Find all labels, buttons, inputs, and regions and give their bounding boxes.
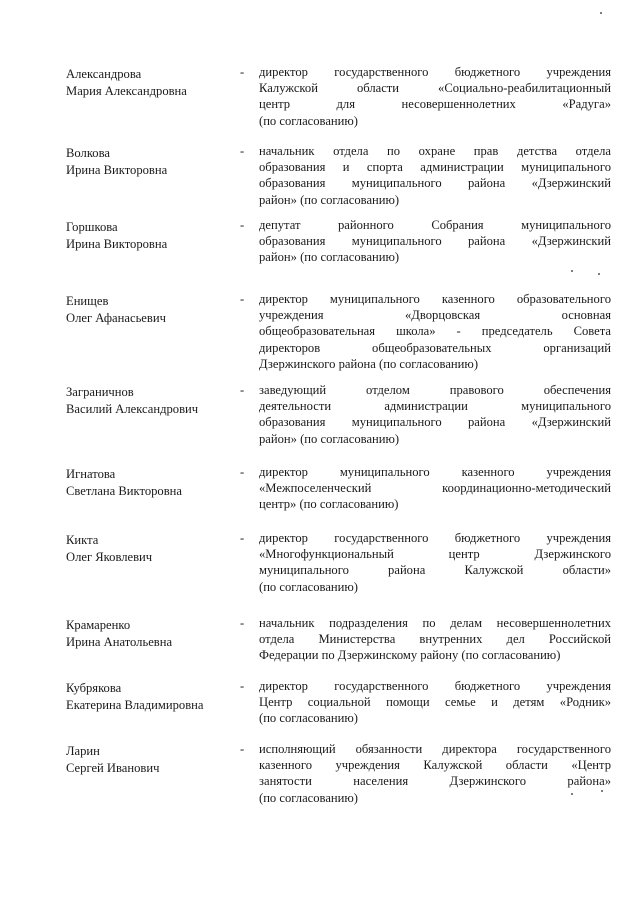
member-position <box>259 64 611 129</box>
position-line: депутат районного Собрания муниципального <box>259 218 611 232</box>
member-position <box>259 143 611 208</box>
member-position <box>259 382 611 447</box>
position-line: Федерации по Дзержинскому району (по согласованию) <box>259 648 561 663</box>
scan-speck <box>571 270 573 272</box>
separator-dash: - <box>240 465 245 479</box>
member-given-names: Василий Александрович <box>66 402 199 416</box>
separator-dash: - <box>240 292 245 306</box>
position-line: начальник подразделения по делам несовершеннолетних <box>259 616 611 630</box>
member-given-names: Сергей Иванович <box>66 761 160 775</box>
member-name <box>66 145 236 179</box>
position-line: заведующий отделом правового обеспечения <box>259 383 611 397</box>
scan-speck <box>571 793 573 795</box>
position-line: директоров общеобразовательных организаций <box>259 340 611 355</box>
position-line: начальник отдела по охране прав детства отдела <box>259 144 611 158</box>
separator-dash: - <box>240 679 245 693</box>
member-surname: Александрова <box>66 67 142 81</box>
position-line: директор государственного бюджетного учреждения <box>259 531 611 545</box>
member-position <box>259 741 611 806</box>
member-name <box>66 617 236 651</box>
position-line: общеобразовательная школа» - председатель Совета <box>259 324 611 339</box>
member-given-names: Светлана Викторовна <box>66 484 182 498</box>
scan-speck <box>598 273 600 275</box>
position-line: отдела Министерства внутренних дел Российской <box>259 632 611 647</box>
position-line: центр для несовершеннолетних «Радуга» <box>259 97 611 112</box>
member-name <box>66 743 236 777</box>
member-position <box>259 217 611 266</box>
position-line: район» (по согласованию) <box>259 192 400 207</box>
member-surname: Игнатова <box>66 467 116 481</box>
member-surname: Ларин <box>66 744 100 758</box>
member-name <box>66 384 236 418</box>
position-line: «Межпоселенческий координационно-методический <box>259 481 611 496</box>
member-given-names: Екатерина Владимировна <box>66 698 204 712</box>
position-line: (по согласованию) <box>259 711 359 726</box>
member-given-names: Олег Афанасьевич <box>66 311 166 325</box>
position-line: директор государственного бюджетного учреждения <box>259 65 611 79</box>
position-line: (по согласованию) <box>259 113 359 128</box>
member-surname: Кикта <box>66 533 99 547</box>
position-line: муниципального района Калужской области» <box>259 563 611 578</box>
member-given-names: Олег Яковлевич <box>66 550 153 564</box>
member-position <box>259 530 611 595</box>
member-given-names: Ирина Викторовна <box>66 237 168 251</box>
member-surname: Кубрякова <box>66 681 122 695</box>
member-position <box>259 678 611 727</box>
position-line: (по согласованию) <box>259 579 359 594</box>
member-position <box>259 615 611 664</box>
separator-dash: - <box>240 144 245 158</box>
position-line: образования муниципального района «Дзержинский <box>259 234 611 249</box>
member-given-names: Ирина Анатольевна <box>66 635 173 649</box>
position-line: директор государственного бюджетного учреждения <box>259 679 611 693</box>
member-surname: Крамаренко <box>66 618 131 632</box>
position-line: директор муниципального казенного образовательного <box>259 292 611 306</box>
position-line: образования муниципального района «Дзержинский <box>259 415 611 430</box>
member-name <box>66 66 236 100</box>
member-name <box>66 466 236 500</box>
member-given-names: Мария Александровна <box>66 84 187 98</box>
position-line: занятости населения Дзержинского района» <box>259 774 611 789</box>
position-line: Дзержинского района (по согласованию) <box>259 356 479 371</box>
separator-dash: - <box>240 65 245 79</box>
scan-speck <box>600 12 602 14</box>
member-name <box>66 293 236 327</box>
position-line: деятельности администрации муниципального <box>259 399 611 414</box>
member-position <box>259 291 611 372</box>
member-surname: Енищев <box>66 294 109 308</box>
position-line: «Многофункциональный центр Дзержинского <box>259 547 611 562</box>
scan-speck <box>601 790 603 792</box>
member-name <box>66 532 236 566</box>
position-line: директор муниципального казенного учреждения <box>259 465 611 479</box>
position-line: центр» (по согласованию) <box>259 497 399 512</box>
position-line: район» (по согласованию) <box>259 250 400 265</box>
position-line: учреждения «Дворцовская основная <box>259 308 611 323</box>
position-line: образования муниципального района «Дзержинский <box>259 176 611 191</box>
position-line: Центр социальной помощи семье и детям «Родник» <box>259 695 611 710</box>
position-line: образования и спорта администрации муниципального <box>259 160 611 175</box>
position-line: Калужской области «Социально-реабилитационный <box>259 81 611 96</box>
separator-dash: - <box>240 218 245 232</box>
position-line: район» (по согласованию) <box>259 431 400 446</box>
member-name <box>66 219 236 253</box>
separator-dash: - <box>240 383 245 397</box>
member-surname: Волкова <box>66 146 110 160</box>
member-surname: Заграничнов <box>66 385 134 399</box>
separator-dash: - <box>240 742 245 756</box>
member-surname: Горшкова <box>66 220 118 234</box>
member-name <box>66 680 236 714</box>
position-line: исполняющий обязанности директора государственного <box>259 742 611 756</box>
separator-dash: - <box>240 531 245 545</box>
separator-dash: - <box>240 616 245 630</box>
position-line: казенного учреждения Калужской области «Центр <box>259 758 611 773</box>
member-given-names: Ирина Викторовна <box>66 163 168 177</box>
member-position <box>259 464 611 513</box>
position-line: (по согласованию) <box>259 790 359 805</box>
